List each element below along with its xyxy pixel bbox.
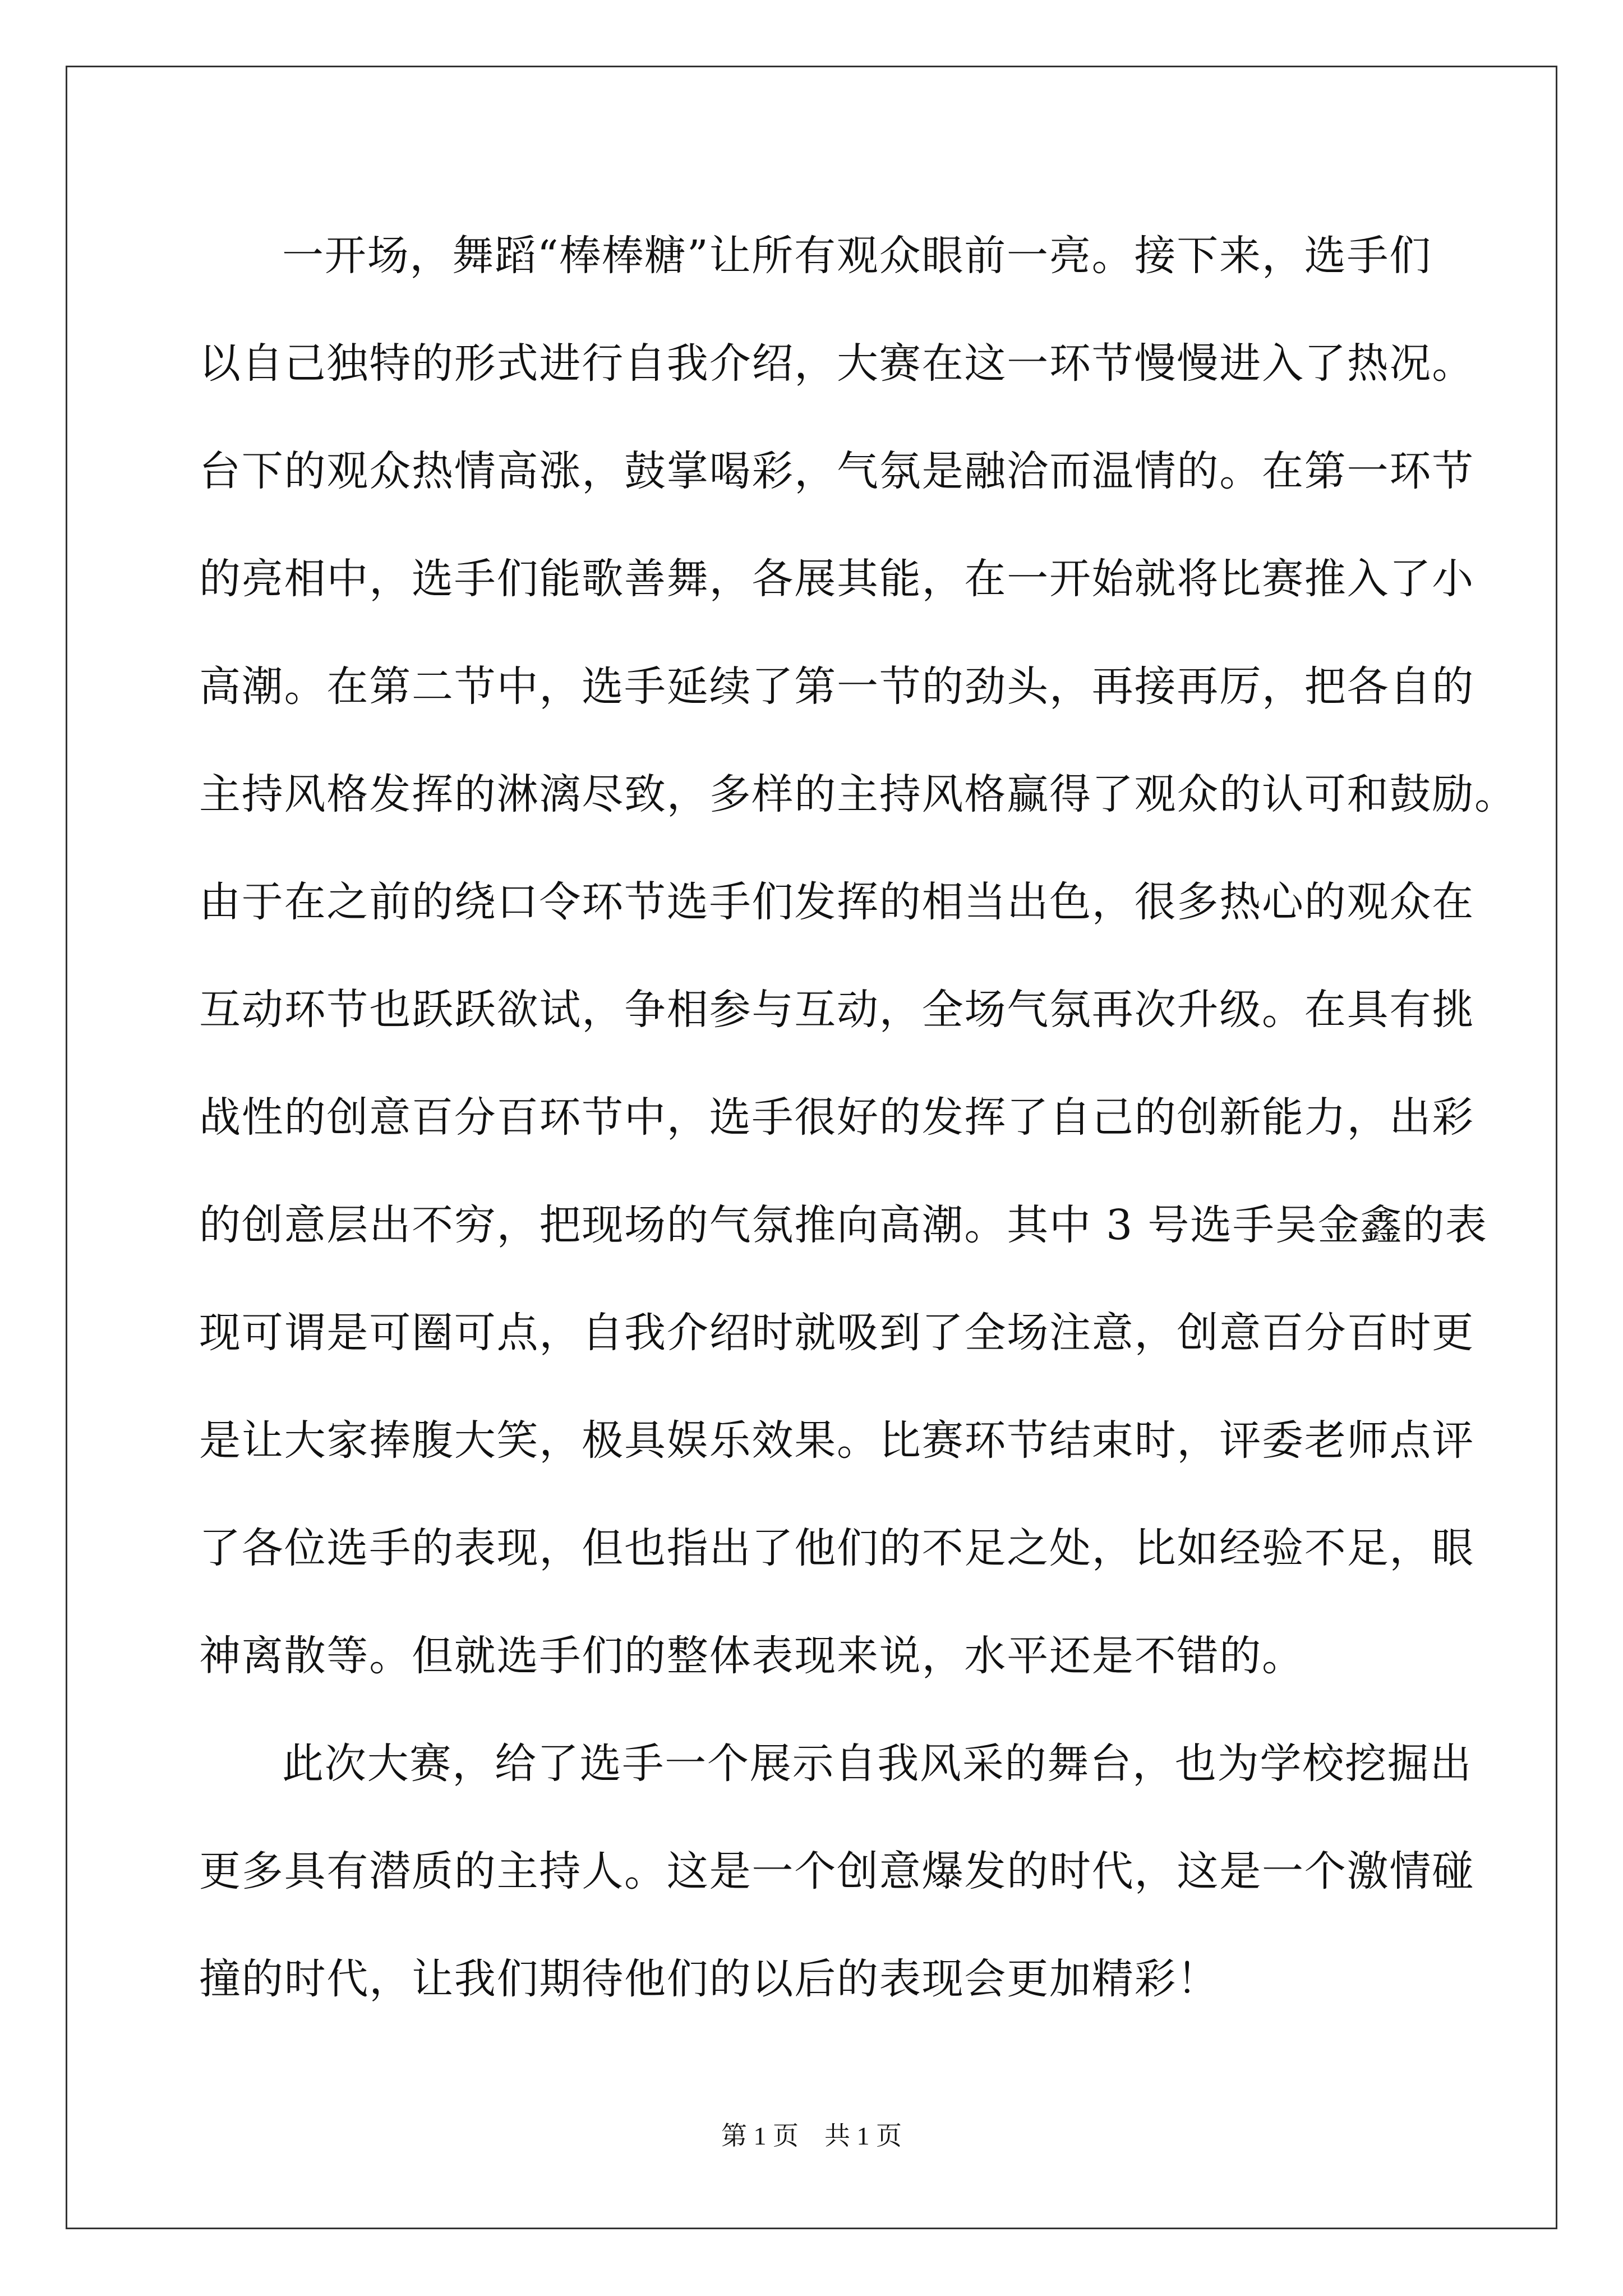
text-line: 高潮。在第二节中，选手延续了第一节的劲头，再接再厉，把各自的 bbox=[199, 662, 1474, 711]
text-line: 一开场，舞蹈“棒棒糖”让所有观众眼前一亮。接下来，选手们 bbox=[282, 232, 1432, 280]
text-line: 了各位选手的表现，但也指出了他们的不足之处，比如经验不足，眼 bbox=[199, 1524, 1474, 1572]
text-line: 互动环节也跃跃欲试，争相参与互动，全场气氛再次升级。在具有挑 bbox=[199, 986, 1474, 1034]
text-line: 此次大赛，给了选手一个展示自我风采的舞台，也为学校挖掘出 bbox=[282, 1740, 1473, 1788]
text-line: 现可谓是可圈可点，自我介绍时就吸到了全场注意，创意百分百时更 bbox=[199, 1309, 1474, 1357]
document-body bbox=[199, 202, 1517, 2033]
text-line: 战性的创意百分百环节中，选手很好的发挥了自己的创新能力，出彩 bbox=[199, 1093, 1474, 1142]
text-line: 更多具有潜质的主持人。这是一个创意爆发的时代，这是一个激情碰 bbox=[199, 1847, 1474, 1895]
text-line: 神离散等。但就选手们的整体表现来说，水平还是不错的。 bbox=[199, 1632, 1304, 1680]
text-line: 撞的时代，让我们期待他们的以后的表现会更加精彩！ bbox=[199, 1955, 1220, 2003]
text-line: 由于在之前的绕口令环节选手们发挥的相当出色，很多热心的观众在 bbox=[199, 878, 1474, 926]
text-line: 是让大家捧腹大笑，极具娱乐效果。比赛环节结束时，评委老师点评 bbox=[199, 1416, 1474, 1465]
page-footer: 第 1 页 共 1 页 bbox=[721, 2122, 902, 2150]
text-line: 台下的观众热情高涨，鼓掌喝彩，气氛是融洽而温情的。在第一环节 bbox=[199, 447, 1474, 495]
text-line: 的创意层出不穷，把现场的气氛推向高潮。其中 3 号选手吴金鑫的表 bbox=[199, 1201, 1488, 1249]
text-line: 主持风格发挥的淋漓尽致，多样的主持风格赢得了观众的认可和鼓励。 bbox=[199, 770, 1517, 818]
text-line: 的亮相中，选手们能歌善舞，各展其能，在一开始就将比赛推入了小 bbox=[199, 555, 1474, 603]
text-line: 以自己独特的形式进行自我介绍，大赛在这一环节慢慢进入了热况。 bbox=[199, 339, 1474, 388]
